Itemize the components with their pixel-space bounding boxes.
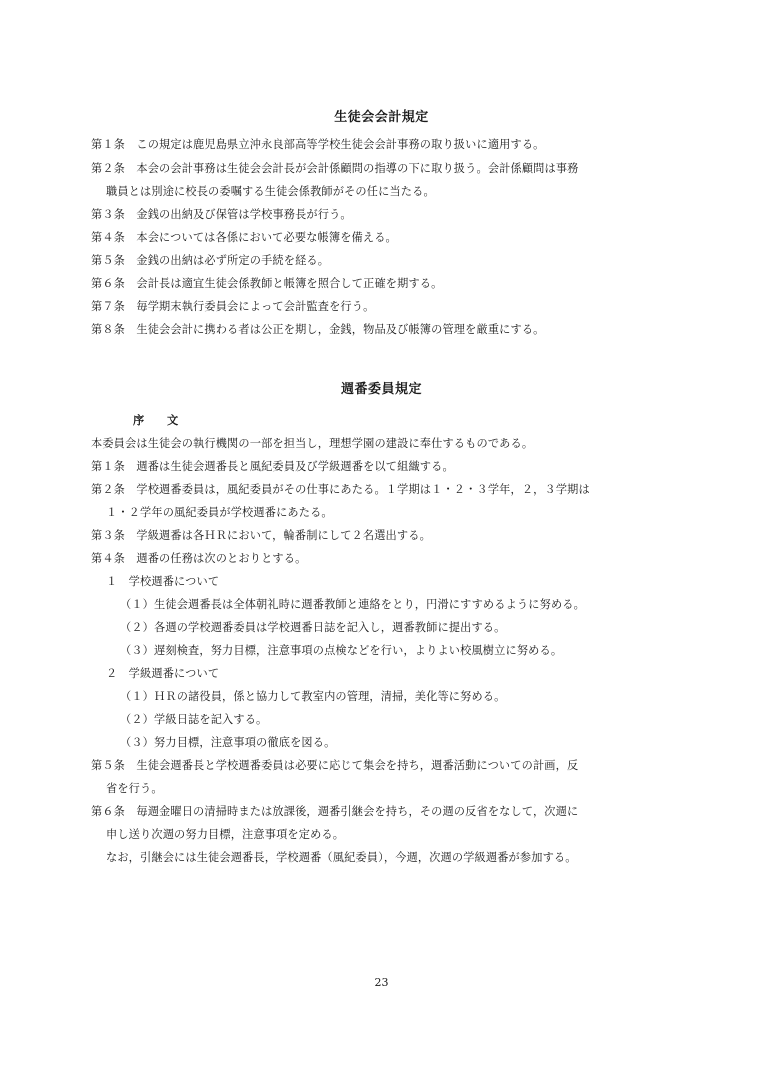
article-line: 第４条 週番の任務は次のとおりとする。 xyxy=(91,552,307,565)
list-item: （２）学級日誌を記入する。 xyxy=(120,713,268,726)
article-line: 第１条 週番は生徒会週番長と風紀委員及び学級週番を以て組織する。 xyxy=(91,460,454,473)
article-line: 第２条 本会の会計事務は生徒会会計長が会計係顧問の指導の下に取り扱う。会計係顧問は事務 xyxy=(91,162,579,175)
list-item: （３）遅刻検査，努力目標，注意事項の点検などを行い，よりよい校風樹立に努める。 xyxy=(120,644,563,657)
sub-heading: ２ 学級週番について xyxy=(106,667,220,680)
list-item: （１）生徒会週番長は全体朝礼時に週番教師と連絡をとり，円滑にすすめるように努める。 xyxy=(120,598,585,611)
list-item: （３）努力目標，注意事項の徹底を図る。 xyxy=(120,736,336,749)
article-line: 第６条 毎週金曜日の清掃時または放課後，週番引継会を持ち，その週の反省をなして，次週に xyxy=(91,805,579,818)
article-line: 第２条 学校週番委員は，風紀委員がその仕事にあたる。１学期は１・２・３学年，２，３学期は xyxy=(91,483,590,496)
article-line: 第１条 この規定は鹿児島県立沖永良部高等学校生徒会会計事務の取り扱いに適用する。 xyxy=(91,138,545,151)
article-line: 申し送り次週の努力目標，注意事項を定める。 xyxy=(106,828,345,841)
article-line: 省を行う。 xyxy=(106,782,163,795)
article-line: 第８条 生徒会会計に携わる者は公正を期し，金銭，物品及び帳簿の管理を厳重にする。 xyxy=(91,323,545,336)
article-line: 第４条 本会については各係において必要な帳簿を備える。 xyxy=(91,231,397,244)
article-line: 本委員会は生徒会の執行機関の一部を担当し，理想学園の建設に奉仕するものである。 xyxy=(91,437,534,450)
section-title-duty-committee: 週番委員規定 xyxy=(340,382,422,397)
article-line: 第３条 学級週番は各ＨＲにおいて，輪番制にして２名選出する。 xyxy=(91,529,431,542)
article-line: １・２学年の風紀委員が学校週番にあたる。 xyxy=(106,506,333,519)
article-line: 第５条 生徒会週番長と学校週番委員は必要に応じて集会を持ち，週番活動についての計画，反 xyxy=(91,759,579,772)
article-line: 第５条 金銭の出納は必ず所定の手続を経る。 xyxy=(91,254,330,267)
article-line: 第７条 毎学期末執行委員会によって会計監査を行う。 xyxy=(91,300,375,313)
list-item: （１）ＨＲの諸役員，係と協力して教室内の管理，清掃，美化等に努める。 xyxy=(120,690,506,703)
section-title-accounting: 生徒会会計規定 xyxy=(334,110,429,125)
article-line: 職員とは別途に校長の委嘱する生徒会係教師がその任に当たる。 xyxy=(106,185,435,198)
article-line: 第３条 金銭の出納及び保管は学校事務長が行う。 xyxy=(91,208,352,221)
sub-heading: １ 学校週番について xyxy=(106,575,220,588)
article-line: なお，引継会には生徒会週番長，学校週番（風紀委員），今週，次週の学級週番が参加する。 xyxy=(106,851,577,864)
article-line: 第６条 会計長は適宜生徒会係教師と帳簿を照合して正確を期する。 xyxy=(91,277,443,290)
preamble-heading: 序 文 xyxy=(133,414,179,427)
page-number: 23 xyxy=(374,976,389,989)
list-item: （２）各週の学校週番委員は学校週番日誌を記入し，週番教師に提出する。 xyxy=(120,621,506,634)
